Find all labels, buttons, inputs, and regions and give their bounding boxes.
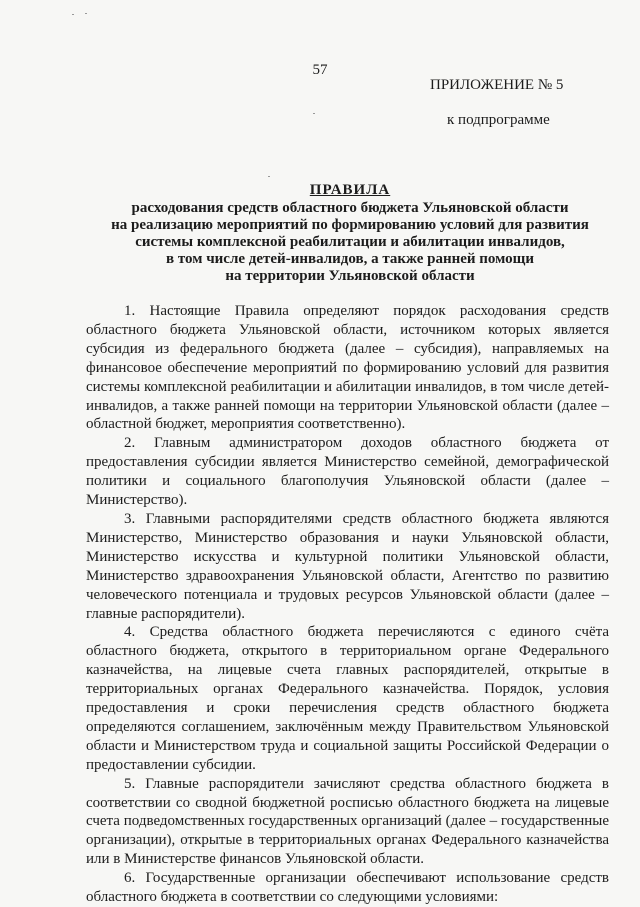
title-heading: ПРАВИЛА [309, 182, 391, 198]
title-line: в том числе детей-инвалидов, а также ранней помощи [166, 251, 534, 267]
paragraph-2: 2. Главным администратором доходов областного бюджета от предоставления субсидии является Министерство семейной, демографической политики и социального благополучия Ульяновской области (далее – Министерство). [86, 435, 609, 509]
title-line: на реализацию мероприятий по формированию условий для развития [111, 217, 589, 233]
paragraph-3: 3. Главными распорядителями средств областного бюджета являются Министерство, Министерство образования и науки Ульяновской области, Министерство искусства и культурной политики Ульяновской области, Министерство здравоохранения Ульяновской области, Агентство по развитию человеческого потенциала и трудовых ресурсов Ульяновской области (далее – главные распорядители). [86, 510, 609, 622]
paragraph-5: 5. Главные распорядители зачисляют средства областного бюджета в соответствии со сводной бюджетной росписью областного бюджета на лицевые счета подведомственных государственных организаций (далее – государственные организации), открытые в территориальных органах Федерального казначейства или в Министерстве финансов Ульяновской области. [86, 775, 609, 868]
scan-speck [72, 14, 74, 15]
paragraph-1: 1. Настоящие Правила определяют порядок расходования средств областного бюджета Ульяновской области, источником которых является субсидия из федерального бюджета (далее – субсидия), направляемых на финансовое обеспечение мероприятий по формированию условий для развития системы комплексной реабилитации и абилитации инвалидов, в том числе детей-инвалидов, а также ранней помощи на территории Ульяновской области (далее – областной бюджет, мероприятия соответственно). [86, 303, 609, 433]
scan-speck [85, 13, 87, 14]
paragraph-4: 4. Средства областного бюджета перечисляются с единого счёта областного бюджета, открытого в территориальном органе Федерального казначейства, на лицевые счета главных распорядителей, открытые в территориальных органах Федерального казначейства. Порядок, условия предоставления и сроки перечисления средств областного бюджета определяются соглашением, заключённым между Правительством Ульяновской области и Министерством труда и социальной защиты Российской Федерации о предоставлении субсидии. [86, 624, 609, 773]
title-line: системы комплексной реабилитации и абилитации инвалидов, [135, 234, 565, 250]
document-body [86, 302, 609, 907]
scan-speck [268, 176, 270, 177]
scan-speck [313, 113, 315, 114]
page-number: 57 [312, 62, 328, 78]
document-title [80, 182, 620, 285]
paragraph-6: 6. Государственные организации обеспечивают использование средств областного бюджета в соответствии со следующими условиями: [86, 870, 609, 906]
appendix-label: ПРИЛОЖЕНИЕ № 5 [430, 77, 564, 93]
title-line: расходования средств областного бюджета Ульяновской области [131, 200, 569, 216]
subprogram-label: к подпрограмме [447, 112, 550, 128]
title-line: на территории Ульяновской области [225, 268, 475, 284]
